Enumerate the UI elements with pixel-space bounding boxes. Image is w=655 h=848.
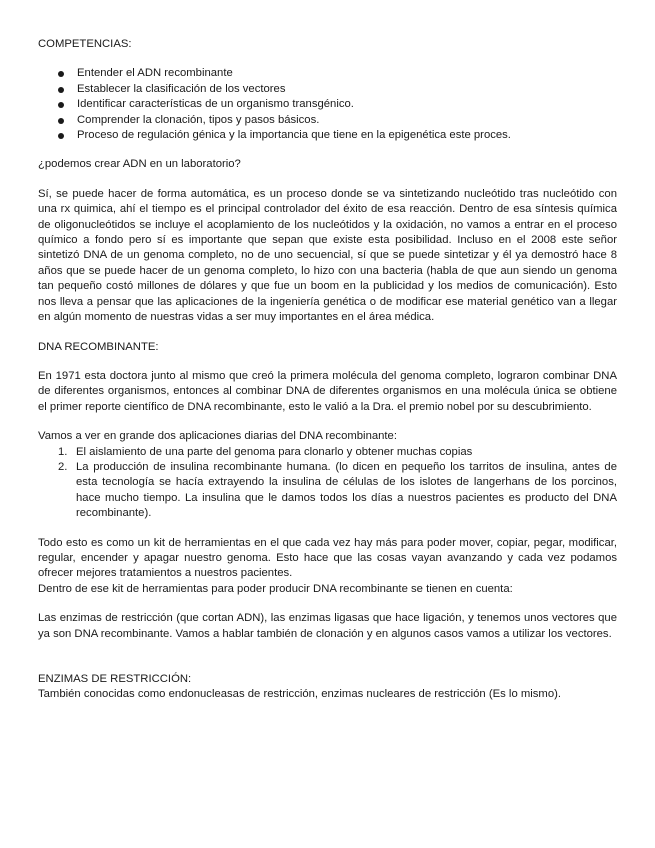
list-item: Comprender la clonación, tipos y pasos básicos. — [38, 113, 617, 128]
toolkit-paragraph: Todo esto es como un kit de herramientas en el que cada vez hay más para poder mover, copiar, pegar, modificar, regular, encender y apagar nuestro genoma. Esto hace que las cosas vayan avanzando y cada vez podamos ofrecer mejores tratamientos a nuestros pacientes. — [38, 536, 617, 580]
list-item — [38, 460, 617, 522]
lab-paragraph: Sí, se puede hacer de forma automática, es un proceso donde se va sintetizando nucleótido tras nucleótido con una rx quimica, ahí el tiempo es el principal controlador del éxito de esa reacción. Dentro de esa síntesis química de oligonucleótidos se incluye el acoplamiento de los nucleótidos y la oxidación, no vamos a entrar en el proceso químico a fondo pero sí es importante que sepan que existe esta posibilidad. Incluso en el 2008 este señor sintetizó DNA de un genoma completo, no de uno secuencial, sí que se puede sintetizar y él ya demostró hace 8 años que se puede hacer de un genoma completo, lo hizo con una bacteria (habla de que aun siendo un genoma tan pequeño costó millones de dólares y que fue un boom en la publicidad y los medios de comunicación). Esto nos lleva a pensar que las aplicaciones de la ingeniería genética o de modificar ese material genético van a llegar en algún momento de nuestras vidas a ser muy importantes en el área médica. — [38, 187, 617, 324]
apps-list — [38, 445, 617, 522]
enzymes-paragraph: Las enzimas de restricción (que cortan ADN), las enzimas ligasas que hace ligación, y tenemos unos vectores que ya son DNA recombinante. Vamos a hablar también de clonación y en algunos casos vamos a utilizar los vectores. — [38, 612, 617, 640]
enzimas-heading: ENZIMAS DE RESTRICCIÓN: — [38, 673, 192, 685]
toolkit-note: Dentro de ese kit de herramientas para poder producir DNA recombinante se tienen en cuenta: — [38, 582, 513, 595]
list-text: El aislamiento de una parte del genoma para clonarlo y obtener muchas copias — [76, 445, 473, 458]
list-item: Identificar características de un organismo transgénico. — [38, 97, 617, 112]
dna-recombinante-heading: DNA RECOMBINANTE: — [38, 340, 159, 353]
competencias-heading: COMPETENCIAS: — [38, 38, 132, 50]
list-text: La producción de insulina recombinante humana. (lo dicen en pequeño los tarritos de insulina, antes de esta tecnología se hacía extrayendo la insulina de células de los islotes de langerhans de los porcinos, hace mucho tiempo. La insulina que le damos todos los días a nuestros pacientes es producto del DNA recombinante). — [76, 460, 617, 520]
lab-question: ¿podemos crear ADN en un laboratorio? — [38, 158, 241, 171]
list-item — [38, 445, 617, 460]
list-number: 1. — [58, 445, 68, 458]
list-item: Proceso de regulación génica y la importancia que tiene en la epigenética este proces. — [38, 128, 617, 143]
competencias-list — [38, 66, 617, 143]
list-number: 2. — [58, 460, 68, 473]
dna-recombinante-paragraph: En 1971 esta doctora junto al mismo que creó la primera molécula del genoma completo, lograron combinar DNA de diferentes organismos, entonces al combinar DNA de diferentes organismos en una molécula única se obtiene el primer reporte científico de DNA recombinante, esto le valió a la Dra. el premio nobel por su descubrimiento. — [38, 369, 617, 413]
list-item: Entender el ADN recombinante — [38, 66, 617, 81]
enzimas-paragraph: También conocidas como endonucleasas de restricción, enzimas nucleares de restricción (Es lo mismo). — [38, 688, 562, 701]
list-item: Establecer la clasificación de los vectores — [38, 82, 617, 97]
apps-intro: Vamos a ver en grande dos aplicaciones diarias del DNA recombinante: — [38, 430, 397, 443]
document-page — [38, 37, 617, 703]
